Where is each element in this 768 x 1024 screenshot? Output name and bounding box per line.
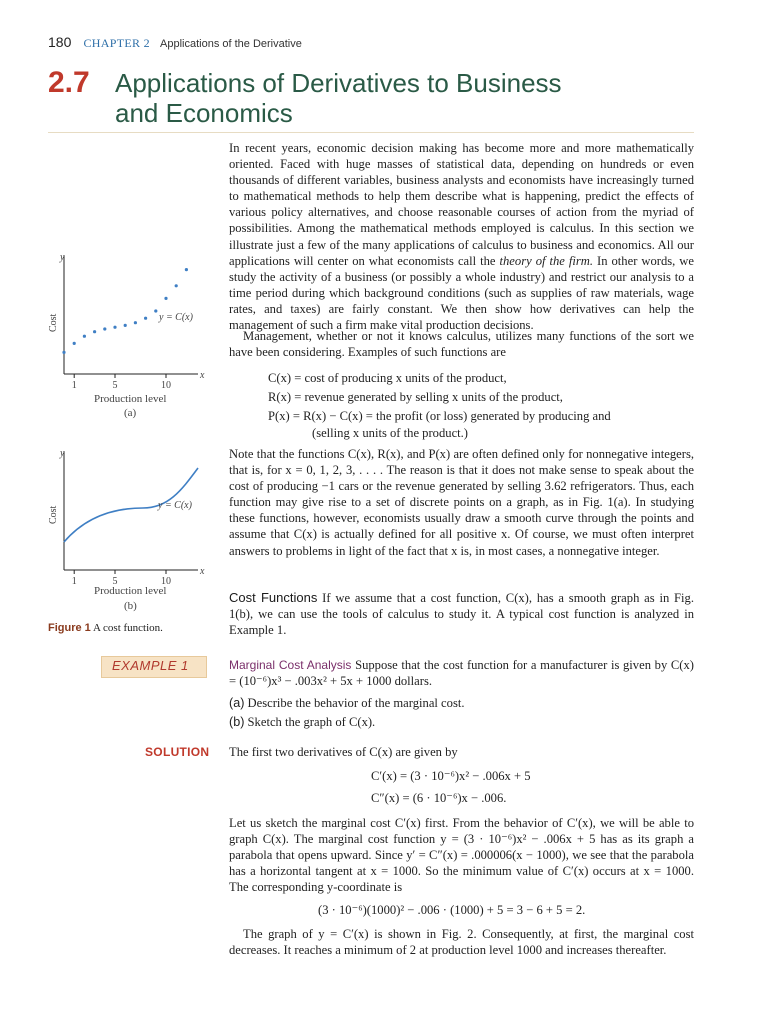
fig-a-tick-label: 10 [161, 380, 171, 390]
fig-a-tick-label: 5 [112, 380, 118, 390]
figure-1a [48, 250, 213, 390]
fig-a-curve-label: y = C(x) [159, 312, 193, 323]
fig-a-sub: (a) [124, 407, 137, 419]
section-title [115, 68, 715, 128]
figure-caption-label: Figure 1 [48, 622, 91, 634]
intro-p1-italic: theory of the firm. [499, 253, 594, 268]
fig-a-point [93, 330, 96, 333]
figure-caption [48, 622, 163, 634]
fig-b-curve-label: y = C(x) [158, 500, 192, 511]
fig-b-x-label: x [200, 566, 205, 577]
fig-a-point [83, 335, 86, 338]
fig-b-cost-label: Cost [48, 505, 59, 524]
fig-a-point [134, 321, 137, 324]
note-paragraph [229, 446, 694, 559]
page-number: 180 [48, 34, 72, 50]
example-title: Marginal Cost Analysis [229, 658, 352, 672]
def-cost: C(x) = cost of producing x units of the product, [268, 371, 507, 385]
cost-functions-heading: Cost Functions [229, 590, 318, 605]
fig-a-point [113, 326, 116, 329]
solution-intro: The first two derivatives of C(x) are given by [229, 745, 458, 759]
fig-b-sub: (b) [124, 600, 137, 612]
intro-p1-b: In other words, we study the activity of a business (or possibly a whole industry) and restrict our analysis to a time period during which background conditions (such as supplies of raw materials, wage rates, and taxes) are fairly constant. We then show how derivatives can help the management of such a firm make vital production decisions. [229, 253, 694, 333]
fig-a-x-label: x [200, 370, 205, 381]
running-header [48, 34, 302, 51]
example-part-a [229, 695, 694, 711]
solution-label: SOLUTION [145, 745, 210, 759]
solution-final: The graph of y = C′(x) is shown in Fig. 2. Consequently, at first, the marginal cost decreases. It reaches a minimum of 2 at production level 1000 and increases thereafter. [229, 927, 694, 958]
example-part-b [229, 714, 694, 730]
fig-a-tick-label: 1 [71, 380, 77, 390]
part-b-label: (b) [229, 715, 245, 729]
example-statement-text: Suppose that the cost function for a manufacturer is given by C(x) = (10⁻⁶)x³ − .003x² + 5x + 1000 dollars. [229, 658, 694, 689]
chapter-label: CHAPTER 2 [83, 36, 150, 50]
cost-functions-paragraph [229, 590, 694, 638]
solution-paragraph: Let us sketch the marginal cost C′(x) first. From the behavior of C′(x), we will be able to graph C(x). The marginal cost function y = (3 · 10⁻⁶)x² − .006x + 5 has as its graph a parabola that opens upward. Since y′ = C″(x) = .000006(x − 1000), we see that the parabola has a horizontal tangent at x = 1000. So the minimum value of C′(x) occurs at x = 1000. The corresponding y-coordinate is [229, 816, 694, 895]
cost-functions-text: If we assume that a cost function, C(x), has a smooth graph as in Fig. 1(b), we can use the tools of calculus to study it. A typical cost function is analyzed in Example 1. [229, 591, 695, 638]
fig-a-point [124, 324, 127, 327]
fig-a-point [103, 327, 106, 330]
fig-a-xlabel: Production level [94, 393, 167, 405]
fig-a-point [164, 297, 167, 300]
fig-a-y-label: y [60, 252, 65, 263]
intro-paragraph-2 [229, 328, 694, 360]
section-title-line1: Applications of Derivatives to Business [115, 68, 562, 98]
note-text: Note that the functions C(x), R(x), and P(x) are often defined only for nonnegative integers, that is, for x = 0, 1, 2, 3, . . . . The reason is that it does not make sense to speak about the cost of producing −1 cars or the revenue generated by selling 3.62 refrigerators. Thus, each function may give rise to a set of discrete points on a graph, as in Fig. 1(a). In studying these functions, however, economists usually draw a smooth curve through the points and assume that C(x) is actually defined for all positive x. Of course, we must often interpret answers to problems in light of the fact that x is, in most cases, a nonnegative integer. [229, 447, 694, 558]
example-statement [229, 657, 694, 689]
intro-p2: Management, whether or not it knows calculus, utilizes many functions of the sort we have been considering. Examples of such functions are [229, 329, 694, 360]
part-a-label: (a) [229, 696, 245, 710]
def-revenue: R(x) = revenue generated by selling x units of the product, [268, 390, 563, 404]
fig-b-tick-label: 10 [161, 576, 171, 586]
def-profit: P(x) = R(x) − C(x) = the profit (or loss) generated by producing and [268, 409, 611, 423]
function-definitions [268, 369, 698, 440]
fig-a-point [144, 317, 147, 320]
fig-a-point [62, 351, 65, 354]
section-number: 2.7 [48, 66, 90, 99]
figure-1b [48, 446, 213, 586]
equation-3: (3 · 10⁻⁶)(1000)² − .006 · (1000) + 5 = 3 − 6 + 5 = 2. [318, 903, 586, 917]
intro-paragraph-1 [229, 140, 694, 333]
fig-a-point [175, 284, 178, 287]
part-a-text: Describe the behavior of the marginal cost. [244, 696, 465, 710]
figure-caption-text: A cost function. [92, 622, 163, 634]
fig-b-y-label: y [60, 448, 65, 459]
example-label: EXAMPLE 1 [112, 658, 189, 673]
chapter-title: Applications of the Derivative [160, 38, 302, 50]
heading-rule [48, 132, 694, 133]
fig-a-point [154, 309, 157, 312]
fig-b-tick-label: 5 [112, 576, 118, 586]
fig-a-point [185, 268, 188, 271]
intro-p1-a: In recent years, economic decision making has become more and more mathematically oriented. Faced with huge masses of statistical data, depending on hundreds or even thousands of different variables, business analysts and economists have increasingly turned to mathematical methods to help them describe what is happening, predict the effects of various policy alternatives, and choose reasonable courses of action from the myriad of possibilities. Among the mathematical methods employed is calculus. In this section we illustrate just a few of the many applications of calculus to business and economics. All our applications will center on what economists call the [229, 141, 694, 268]
section-title-line2: and Economics [115, 98, 293, 128]
part-b-text: Sketch the graph of C(x). [244, 715, 376, 729]
equation-2: C″(x) = (6 · 10⁻⁶)x − .006. [371, 791, 507, 805]
def-profit-cont: (selling x units of the product.) [312, 426, 468, 440]
fig-a-point [73, 342, 76, 345]
fig-b-xlabel: Production level [94, 585, 167, 597]
fig-b-tick-label: 1 [71, 576, 77, 586]
equation-1: C′(x) = (3 · 10⁻⁶)x² − .006x + 5 [371, 769, 531, 783]
fig-a-cost-label: Cost [48, 313, 59, 332]
